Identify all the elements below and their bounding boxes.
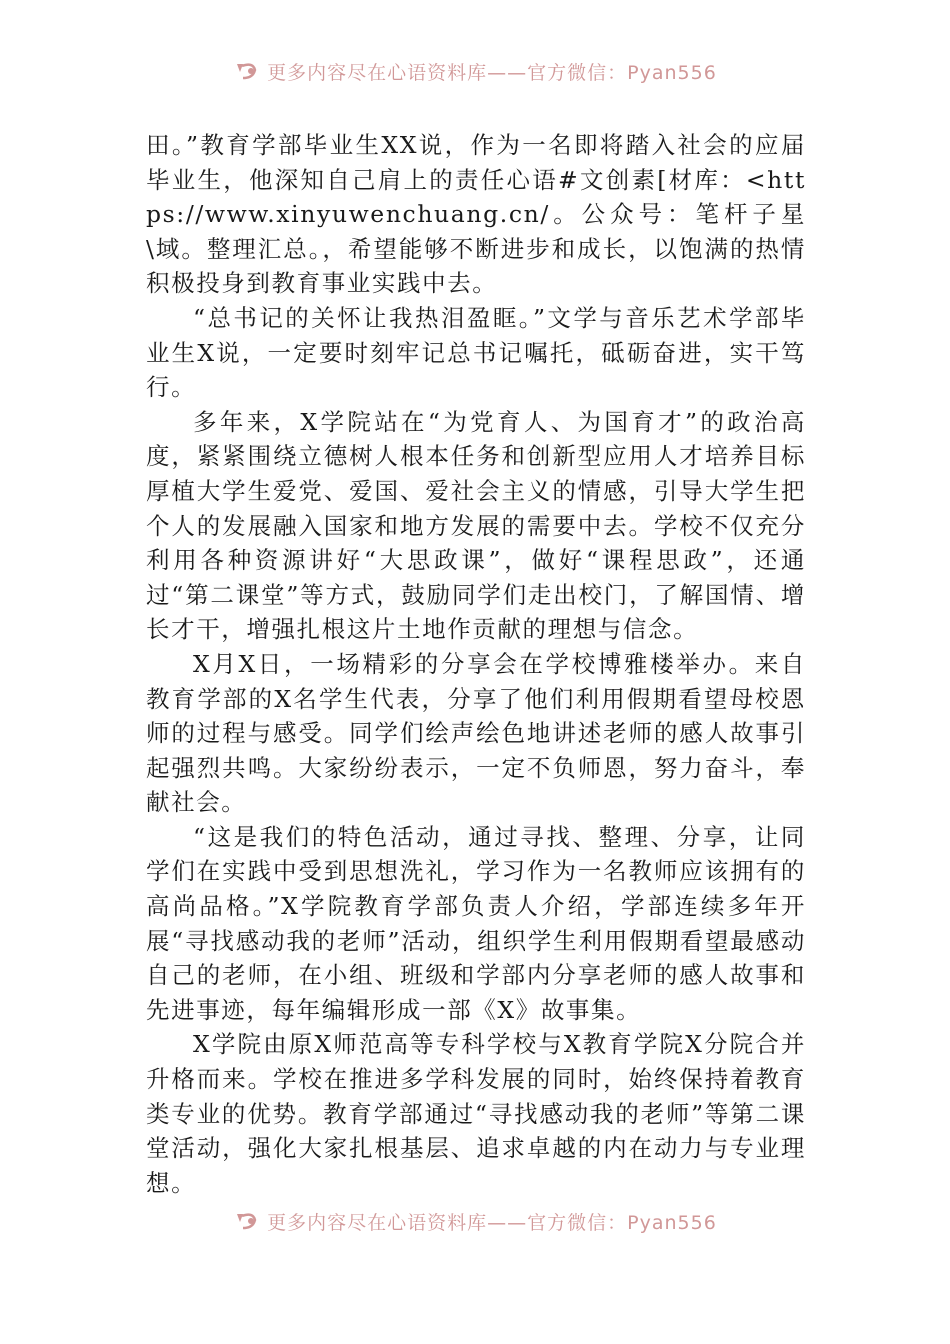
watermark-logo-icon: [233, 1210, 261, 1232]
paragraph-4: X月X日，一场精彩的分享会在学校博雅楼举办。来自教育学部的X名学生代表，分享了他们利用假期看望母校恩师的过程与感受。同学们绘声绘色地讲述老师的感人故事引起强烈共鸣。大家纷纷表示，一定不负师恩，努力奋斗，奉献社会。: [146, 649, 806, 817]
watermark-text: 更多内容尽在心语资料库——官方微信：Pyan556: [267, 1211, 717, 1234]
document-body: [146, 128, 806, 1200]
paragraph-2: “总书记的关怀让我热泪盈眶。”文学与音乐艺术学部毕业生X说，一定要时刻牢记总书记嘱托，砥砺奋进，实干笃行。: [146, 303, 806, 402]
paragraph-6: X学院由原X师范高等专科学校与X教育学院X分院合并升格而来。学校在推进多学科发展的同时，始终保持着教育类专业的优势。教育学部通过“寻找感动我的老师”等第二课堂活动，强化大家扎根基层、追求卓越的内在动力与专业理想。: [146, 1030, 806, 1197]
paragraph-3: 多年来，X学院站在“为党育人、为国育才”的政治高度，紧紧围绕立德树人根本任务和创新型应用人才培养目标厚植大学生爱党、爱国、爱社会主义的情感，引导大学生把个人的发展融入国家和地方发展的需要中去。学校不仅充分利用各种资源讲好“大思政课”，做好“课程思政”，还通过“第二课堂”等方式，鼓励同学们走出校门，了解国情、增长才干，增强扎根这片土地作贡献的理想与信念。: [146, 407, 806, 644]
watermark-footer: [0, 1206, 950, 1236]
paragraph-5: “这是我们的特色活动，通过寻找、整理、分享，让同学们在实践中受到思想洗礼，学习作为一名教师应该拥有的高尚品格。”X学院教育学部负责人介绍，学部连续多年开展“寻找感动我的老师”活动，组织学生利用假期看望最感动自己的老师，在小组、班级和学部内分享老师的感人故事和先进事迹，每年编辑形成一部《X》故事集。: [146, 822, 806, 1024]
watermark-logo-icon: [233, 60, 261, 82]
paragraph-1: 田。”教育学部毕业生XX说，作为一名即将踏入社会的应届毕业生，他深知自己肩上的责任心语#文创素[材库：<https://www.xinyuwenchuang.cn/。公众号：笔杆子星\域。整理汇总。，希望能够不断进步和成长，以饱满的热情积极投身到教育事业实践中去。: [146, 131, 806, 298]
watermark-text: 更多内容尽在心语资料库——官方微信：Pyan556: [267, 61, 717, 84]
watermark-header: [0, 56, 950, 86]
